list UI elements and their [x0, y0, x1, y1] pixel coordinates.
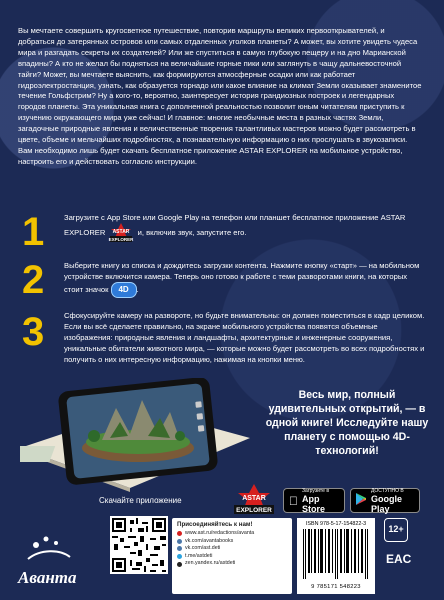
social-link-vk-avanta[interactable]: vk.com/avantabooks	[177, 538, 287, 546]
step-number-3: 3	[22, 310, 45, 354]
smartphone-icon	[58, 378, 219, 486]
step-number-2: 2	[22, 258, 45, 302]
google-play-big: Google Play	[371, 493, 402, 514]
vk-icon	[177, 546, 182, 551]
astar-logo-text-1: ASTAR	[242, 495, 266, 502]
social-link-vk-astdeti[interactable]: vk.com/ast.deti	[177, 545, 287, 553]
google-play-small: ДОСТУПНО В	[371, 487, 404, 494]
slogan: Весь мир, полный удивительных открытий, — в одной книге! Исследуйте нашу планету с помощью 4D-технологий!	[265, 389, 429, 457]
app-store-small: Загрузите в	[293, 492, 320, 499]
phone-book-illustration	[20, 378, 250, 493]
apple-icon	[289, 494, 298, 508]
social-link-zen[interactable]: zen.yandex.ru/astdeti	[177, 560, 287, 568]
google-play-badge[interactable]	[350, 488, 420, 513]
4d-badge-icon: 4D	[111, 282, 137, 298]
zen-icon	[177, 562, 182, 567]
social-link-telegram[interactable]: t.me/astdeti	[177, 553, 287, 561]
step-number-1: 1	[22, 210, 45, 254]
isbn-text: ISBN 978-5-17-154822-3	[305, 521, 367, 527]
app-store-big: App Store	[293, 498, 337, 509]
step-1-text-before: Загрузите с App Store или Google Play на телефон или планшет бесплатное приложение ASTAR EXPLORER	[64, 213, 406, 237]
age-rating-badge: 12+	[384, 518, 408, 542]
step-1-text-after: и, включив звук, запустите его.	[137, 228, 247, 237]
qr-code-icon[interactable]	[110, 516, 168, 574]
astar-explorer-app-logo-icon	[230, 484, 278, 516]
step-1-text	[64, 212, 426, 243]
astar-explorer-logo-icon	[107, 223, 135, 243]
web-icon	[177, 531, 182, 536]
social-links-panel	[172, 518, 292, 594]
vk-icon	[177, 539, 182, 544]
app-store-badge[interactable]	[283, 488, 345, 513]
publisher-name: Аванта	[18, 568, 77, 587]
step-2-text	[64, 260, 426, 298]
astar-logo-text-2: EXPLORER	[236, 507, 272, 514]
step-2-text-before: Выберите книгу из списка и дождитесь загрузки контента. Нажмите кнопку «старт» — на мобильном устройстве включится камера. Теперь оно готово к работе с теми разворотами книги, на которых стоит значок	[64, 261, 420, 294]
eac-mark: EAC	[386, 552, 412, 566]
google-play-icon	[356, 492, 367, 510]
step-2-text-after: .	[136, 285, 139, 294]
barcode-number: 9 785171 548223	[311, 584, 361, 590]
barcode-icon	[301, 529, 371, 579]
social-title: Присоединяйтесь к нам!	[177, 521, 253, 528]
download-label: Скачайте приложение	[99, 496, 182, 505]
intro-paragraph: Вы мечтаете совершить кругосветное путешествие, повторив маршруты великих первооткрывателей, и добраться до затерянных островов или самых отдаленных уголков планеты? А может, вы хотите увидеть чудеса мира и разгадать секреты их создателей? Или же спуститься в самую глубокую пещеру и на дно Марианской впадины? А кто не желал бы подняться на величайшие горные пики или заглянуть в чащу дальневосточной тайги? Может, вы мечтаете выяснить, как формируются атмосферные осадки или как работает гидроэлектростанция, узнать, как образуется торнадо или какое влияние на климат Земли оказывает знаменитое течение Гольфстрим? Ну а кого-то, вероятно, заинтересует история грандиозных построек и легендарных городов планеты. Эта уникальная книга с дополненной реальностью позволит юным читателям приступить к изучению окружающего мира уже сейчас! И главное: многие необычные места в разных частях Земли, загадочные природные явления и величественные творения талантливых мастеров можно будет рассмотреть в цвете, объеме и мельчайших подробностях, а познавательную информацию о них прослушать в звукозаписи. Вам необходимо лишь будет скачать бесплатное приложение ASTAR EXPLORER на мобильное устройство, настроить его и действовать согласно инструкции.	[18, 26, 422, 166]
telegram-icon	[177, 554, 182, 559]
step-3-text: Сфокусируйте камеру на развороте, но будьте внимательны: он должен поместиться в кадр целиком. Если вы всё сделаете правильно, на экране мобильного устройства появятся объемные изображения: природные явления и ландшафты, архитектурные и инженерные сооружения, уникальные обитатели животного мира, — которые можно будет рассмотреть во всех подробностях и получить о них интересную информацию, нажимая на кнопки меню.	[64, 311, 425, 364]
svg-text:EXPLORER: EXPLORER	[109, 237, 134, 242]
svg-text:ASTAR: ASTAR	[113, 229, 130, 235]
social-link-site[interactable]: www.ast.ru/redactions/avanta	[177, 530, 287, 538]
barcode-panel	[297, 518, 375, 594]
